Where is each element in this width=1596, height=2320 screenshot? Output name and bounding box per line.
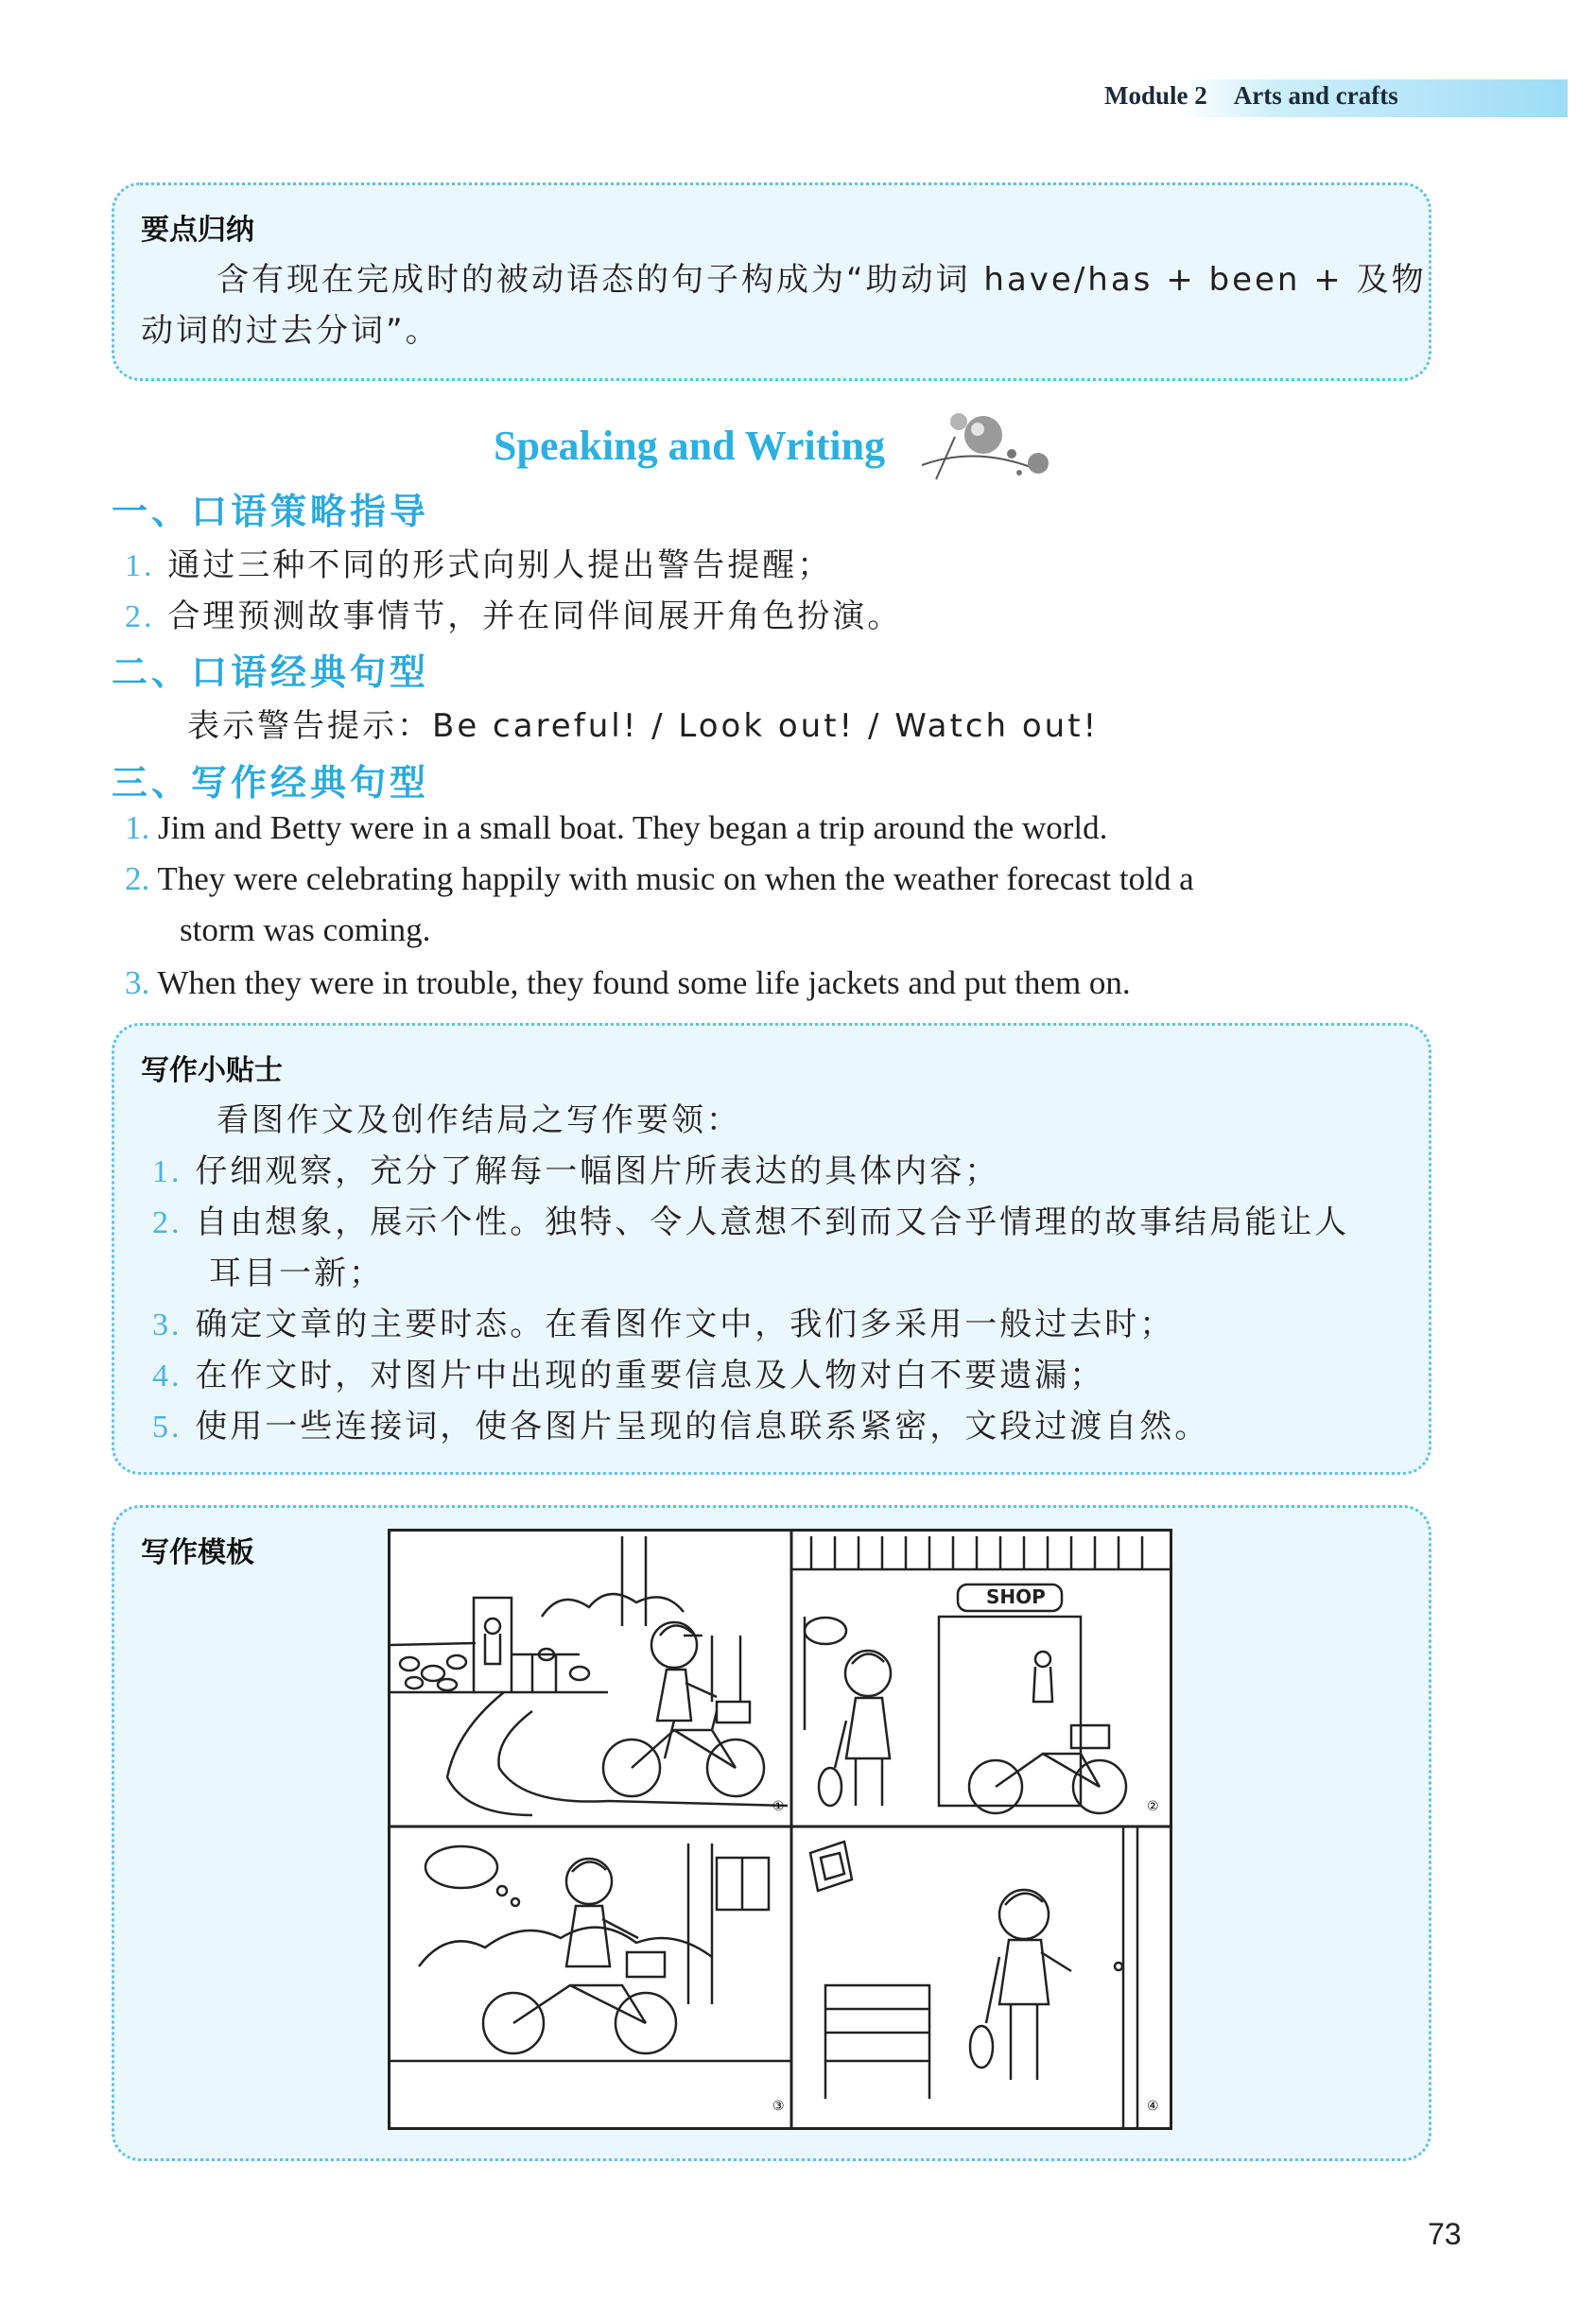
writing-tips-intro: 看图作文及创作结局之写作要领：	[217, 1101, 741, 1139]
item-text: 自由想象，展示个性。独特、令人意想不到而又合乎情理的故事结局能让人	[195, 1203, 1350, 1241]
writing-sentence-3	[125, 964, 1131, 1002]
section-title: Speaking and Writing	[494, 423, 886, 469]
item-text: 通过三种不同的形式向别人提出警告提醒；	[167, 546, 833, 584]
item-number: 3.	[125, 964, 150, 1001]
item-text: They were celebrating happily with music on when the weather forecast told a	[157, 860, 1194, 897]
page-number: 73	[1428, 2217, 1462, 2251]
item-number: 1.	[125, 548, 155, 583]
shop-sign: SHOP	[986, 1585, 1046, 1608]
writing-sentences-heading: 三、写作经典句型	[112, 762, 430, 804]
item-text: 合理预测故事情节，并在同伴间展开角色扮演。	[167, 597, 903, 635]
writing-tip-4	[152, 1349, 1104, 1395]
item-number: 1.	[152, 1154, 182, 1189]
panel-2-number: ②	[1147, 1799, 1159, 1814]
item-text: Jim and Betty were in a small boat. They began a trip around the world.	[158, 809, 1108, 846]
writing-tip-2	[152, 1196, 1349, 1242]
item-text: 确定文章的主要时态。在看图作文中，我们多采用一般过去时；	[195, 1306, 1175, 1343]
bubble-decoration-icon	[917, 408, 1059, 484]
key-points-title: 要点归纳	[141, 214, 254, 247]
header-text	[1104, 81, 1425, 111]
panel-4-number: ④	[1147, 2099, 1159, 2114]
oral-sentences-text: 表示警告提示：Be careful! / Look out! / Watch out!	[187, 707, 1100, 745]
key-points-box	[112, 182, 1431, 381]
item-number: 2.	[125, 860, 150, 897]
panel-2	[791, 1536, 1170, 1813]
item-number: 5.	[152, 1410, 182, 1445]
panel-4	[810, 1827, 1137, 2127]
item-text: 在作文时，对图片中出现的重要信息及人物对白不要遗漏；	[195, 1357, 1105, 1394]
item-number: 3.	[152, 1307, 182, 1342]
oral-strategy-heading: 一、口语策略指导	[112, 491, 430, 532]
writing-sentence-2	[125, 860, 1194, 898]
item-number: 4.	[152, 1359, 182, 1394]
panel-3-number: ③	[772, 2099, 785, 2114]
key-points-line-2: 动词的过去分词”。	[141, 312, 441, 350]
item-text: 使用一些连接词，使各图片呈现的信息联系紧密，文段过渡自然。	[195, 1408, 1210, 1446]
item-number: 2.	[152, 1205, 182, 1240]
writing-template-title: 写作模板	[141, 1536, 254, 1569]
writing-tip-5	[152, 1400, 1209, 1446]
comic-illustration	[390, 1532, 1170, 2127]
oral-sentences-heading: 二、口语经典句型	[112, 651, 430, 693]
item-number: 2.	[125, 599, 155, 634]
panel-1	[390, 1536, 788, 1815]
writing-sentence-2-cont: storm was coming.	[180, 911, 431, 948]
oral-strategy-item-2	[125, 590, 902, 636]
item-text: 仔细观察，充分了解每一幅图片所表达的具体内容；	[195, 1152, 1000, 1190]
oral-strategy-item-1	[125, 539, 832, 585]
panel-3	[390, 1844, 791, 2061]
writing-sentence-1	[125, 809, 1107, 847]
writing-tips-box	[112, 1023, 1431, 1475]
panel-1-number: ①	[772, 1799, 785, 1814]
item-number: 1.	[125, 809, 150, 846]
header-module: Module 2	[1104, 81, 1207, 110]
item-text: When they were in trouble, they found some life jackets and put them on.	[157, 964, 1131, 1001]
comic-strip	[388, 1529, 1172, 2130]
writing-tip-1	[152, 1145, 999, 1191]
key-points-line-1: 含有现在完成时的被动语态的句子构成为“助动词 have/has + been + 及物	[217, 261, 1427, 299]
writing-tip-3	[152, 1298, 1174, 1344]
writing-tip-2-cont: 耳目一新；	[209, 1255, 384, 1292]
page-header	[0, 0, 1596, 132]
writing-tips-title: 写作小贴士	[141, 1054, 283, 1087]
header-title: Arts and crafts	[1233, 81, 1398, 110]
